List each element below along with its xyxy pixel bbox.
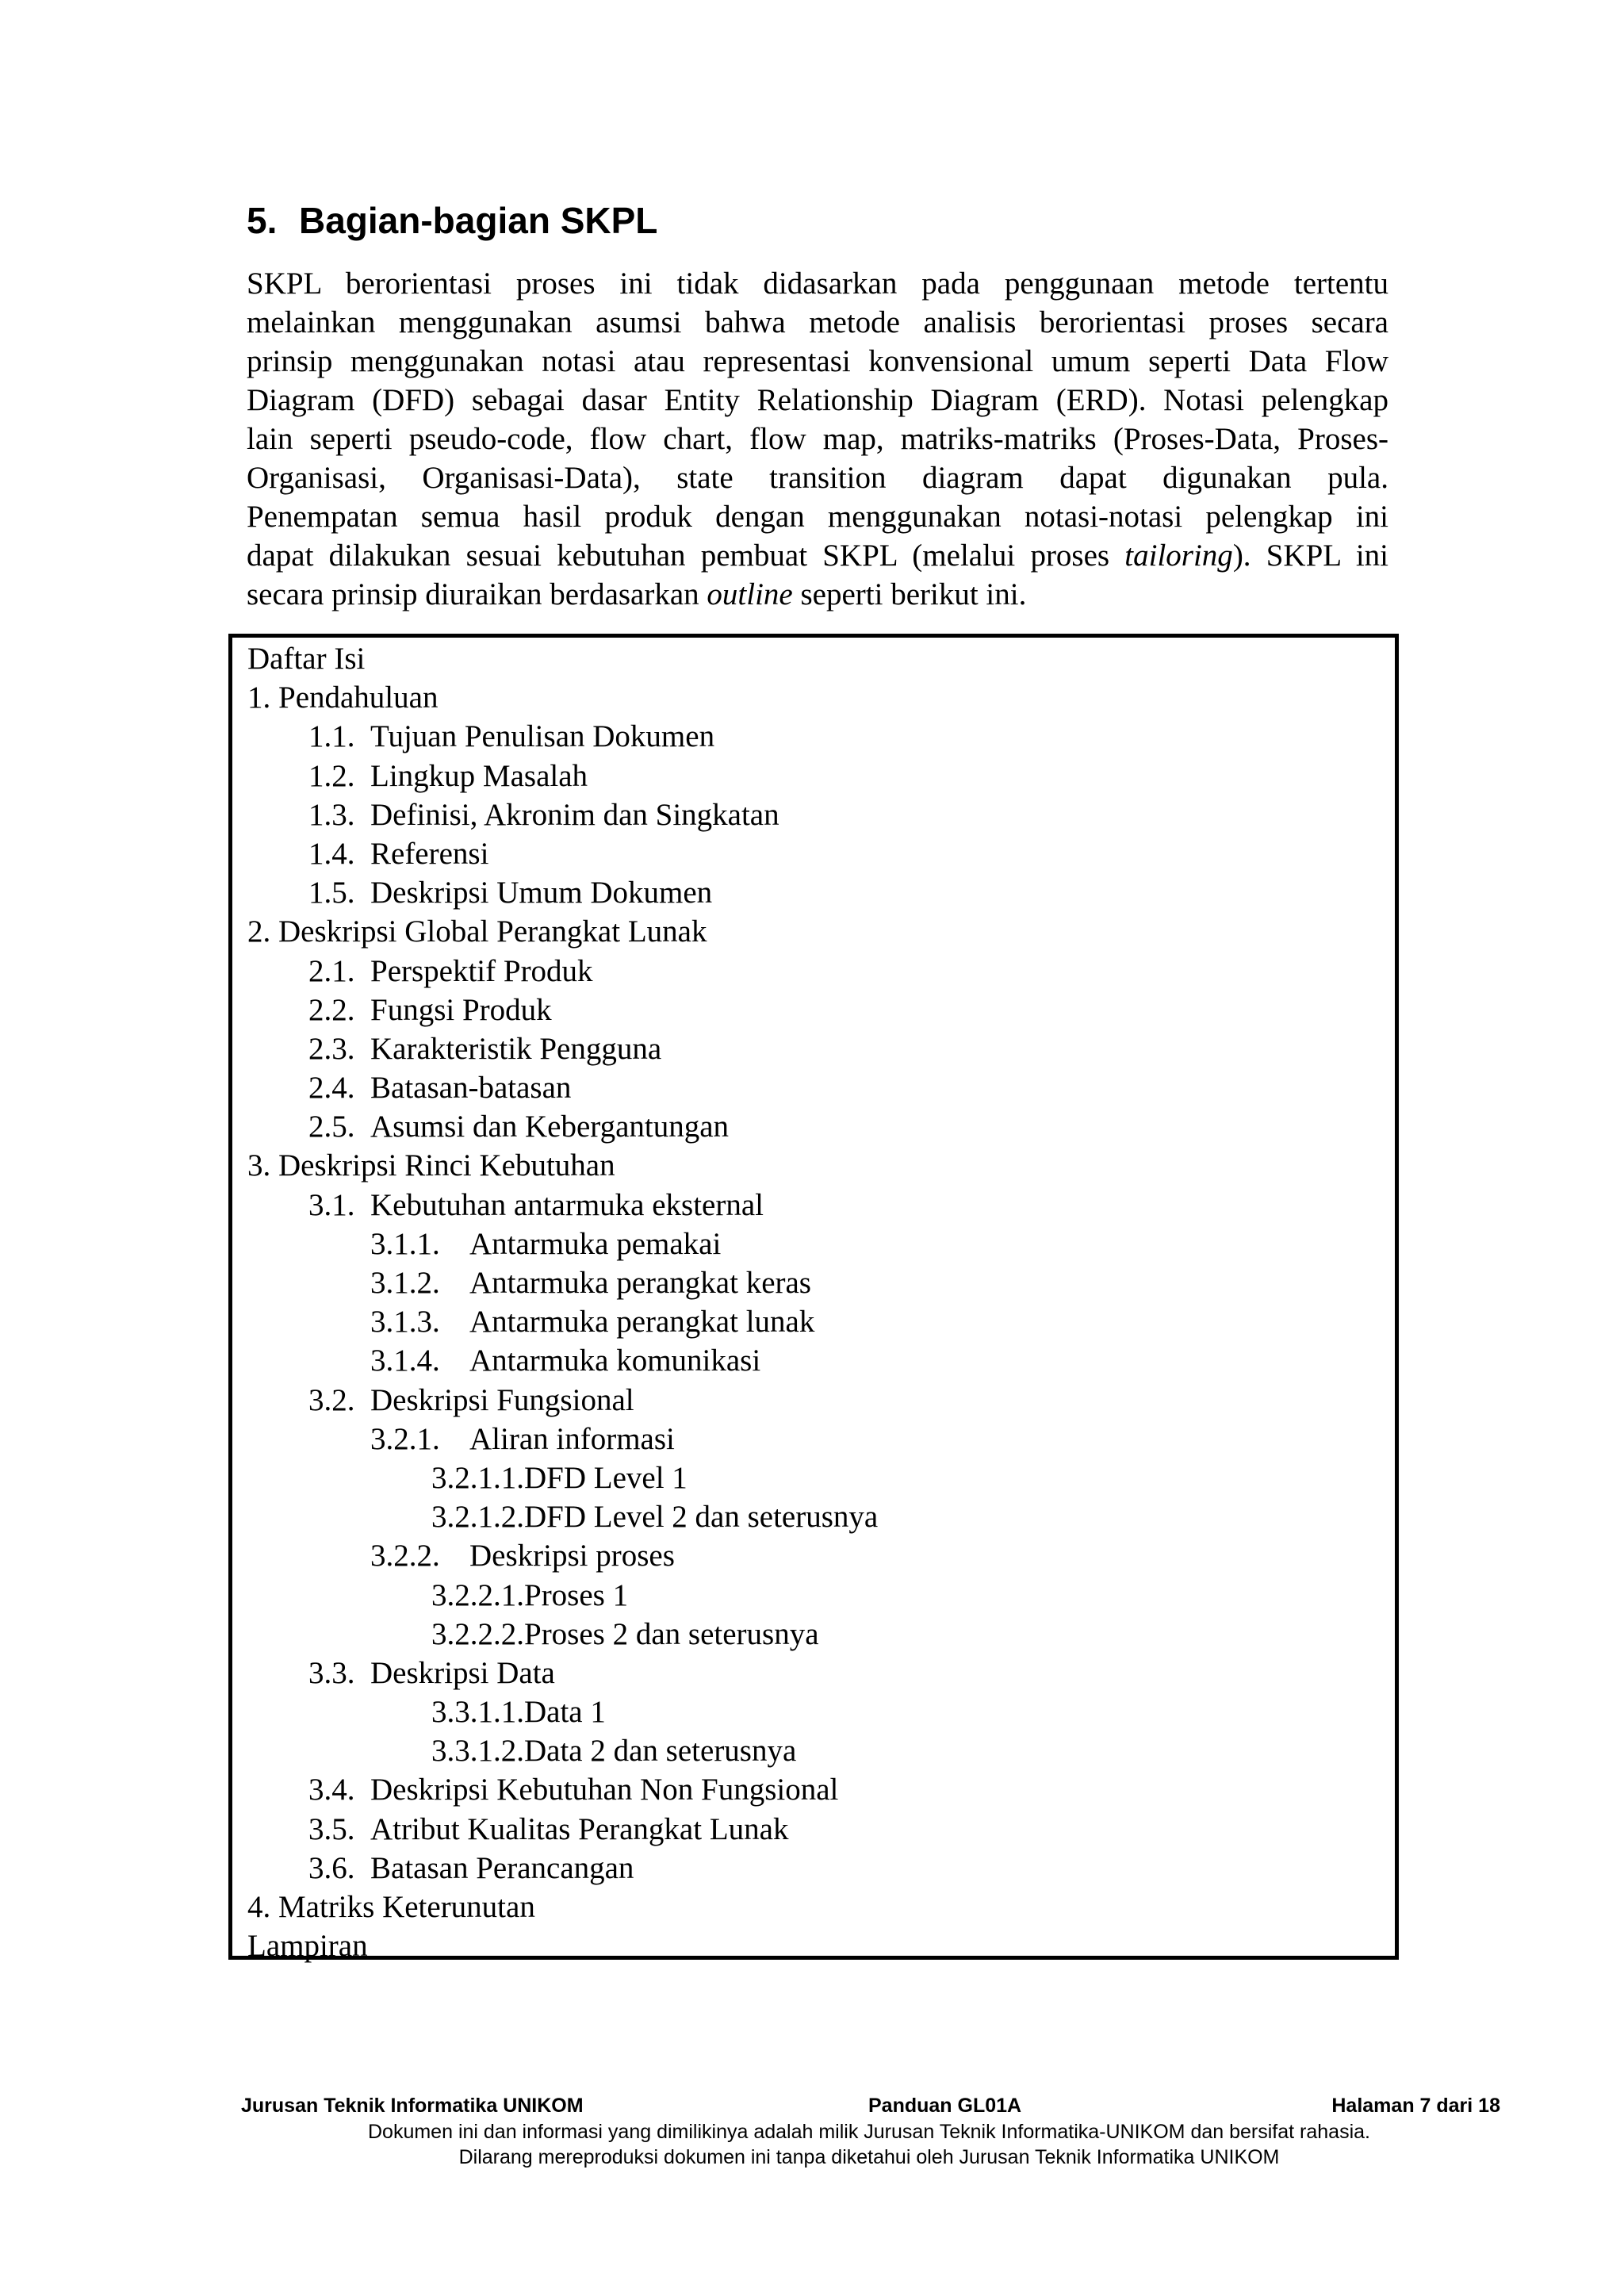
outline-item-text: Karakteristik Pengguna bbox=[370, 1031, 662, 1066]
outline-item-number: 3.1. bbox=[308, 1187, 355, 1222]
outline-item-text: Batasan Perancangan bbox=[370, 1850, 634, 1885]
paragraph-line: melainkan menggunakan asumsi bahwa metode analisis berorientasi proses secara bbox=[247, 305, 1388, 339]
outline-item-number: 2.2. bbox=[308, 992, 355, 1027]
footer-page-number: Halaman 7 dari 18 bbox=[1331, 2095, 1500, 2117]
outline-item bbox=[247, 757, 878, 795]
outline-item bbox=[247, 834, 878, 873]
outline-item bbox=[247, 1654, 878, 1692]
paragraph-text: ). SKPL ini bbox=[1232, 539, 1389, 573]
outline-item bbox=[247, 795, 878, 834]
outline-item-number: 3.1.4. bbox=[370, 1343, 440, 1378]
paragraph-line: prinsip menggunakan notasi atau representasi konvensional umum seperti Data Flow bbox=[247, 344, 1388, 378]
footer-department: Jurusan Teknik Informatika UNIKOM bbox=[241, 2095, 584, 2117]
outline-item bbox=[247, 1888, 878, 1926]
outline-item-number: 1.1. bbox=[308, 719, 355, 754]
outline-item-number: 2.5. bbox=[308, 1110, 355, 1144]
outline-item-text: Deskripsi Kebutuhan Non Fungsional bbox=[370, 1773, 839, 1807]
section-heading bbox=[247, 197, 657, 244]
outline-item bbox=[247, 717, 878, 756]
outline-item bbox=[247, 1381, 878, 1420]
outline-item bbox=[247, 639, 878, 678]
paragraph-line: SKPL berorientasi proses ini tidak didasarkan pada penggunaan metode tertentu bbox=[247, 266, 1388, 301]
outline-item bbox=[247, 873, 878, 912]
outline-item-number: 3.1.3. bbox=[370, 1305, 440, 1340]
outline-item bbox=[247, 678, 878, 717]
outline-item bbox=[247, 1810, 878, 1849]
footer-confidentiality-note: Dokumen ini dan informasi yang dimilikinya adalah milik Jurusan Teknik Informatika-UNIKOM dan bersifat rahasia. bbox=[368, 2121, 1370, 2143]
paragraph-line: Diagram (DFD) sebagai dasar Entity Relationship Diagram (ERD). Notasi pelengkap bbox=[247, 383, 1388, 417]
outline-item-text: 3.2.2.2.Proses 2 dan seterusnya bbox=[431, 1616, 819, 1651]
outline-item bbox=[247, 1692, 878, 1731]
outline-item-text: Atribut Kualitas Perangkat Lunak bbox=[370, 1811, 789, 1846]
outline-item-text: Antarmuka perangkat lunak bbox=[469, 1305, 815, 1340]
outline-item bbox=[247, 1849, 878, 1888]
outline-item bbox=[247, 1420, 878, 1458]
outline-item-text: Definisi, Akronim dan Singkatan bbox=[370, 797, 779, 832]
paragraph-line: Penempatan semua hasil produk dengan menggunakan notasi-notasi pelengkap ini bbox=[247, 500, 1388, 534]
outline-item-number: 1.4. bbox=[308, 836, 355, 871]
outline-item bbox=[247, 1497, 878, 1536]
outline-item-text: Deskripsi Umum Dokumen bbox=[370, 876, 713, 910]
outline-item-number: 1.5. bbox=[308, 876, 355, 910]
footer-document-code: Panduan GL01A bbox=[868, 2095, 1022, 2117]
outline-item bbox=[247, 1068, 878, 1107]
outline-item bbox=[247, 1536, 878, 1575]
outline-item-number: 3.6. bbox=[308, 1850, 355, 1885]
outline-item-text: 3.2.1.1.DFD Level 1 bbox=[431, 1460, 688, 1495]
paragraph-line: lain seperti pseudo-code, flow chart, flow map, matriks-matriks (Proses-Data, Proses- bbox=[247, 422, 1388, 456]
outline-item-number: 2.4. bbox=[308, 1071, 355, 1106]
outline-item-text: Batasan-batasan bbox=[370, 1071, 572, 1106]
outline-item bbox=[247, 1263, 878, 1302]
outline-item bbox=[247, 1770, 878, 1809]
outline-item bbox=[247, 952, 878, 991]
outline-item-number: 3.1.1. bbox=[370, 1226, 440, 1261]
outline-item-number: 2.3. bbox=[308, 1031, 355, 1066]
outline-item-number: 1.2. bbox=[308, 758, 355, 793]
outline-item-text: 3.2.2.1.Proses 1 bbox=[431, 1577, 629, 1612]
page-footer bbox=[238, 2092, 1500, 2170]
paragraph-text: seperti berikut ini. bbox=[792, 577, 1027, 611]
outline-item bbox=[247, 1302, 878, 1341]
section-title-text: Bagian-bagian SKPL bbox=[299, 200, 658, 241]
emphasis-outline: outline bbox=[707, 577, 793, 611]
outline-item-text: Deskripsi Fungsional bbox=[370, 1382, 634, 1417]
outline-item-number: 3.4. bbox=[308, 1773, 355, 1807]
outline-item-text: Antarmuka pemakai bbox=[469, 1226, 722, 1261]
paragraph-text: dapat dilakukan sesuai kebutuhan pembuat SKPL (melalui proses bbox=[247, 539, 1125, 573]
paragraph-line: Organisasi, Organisasi-Data), state transition diagram dapat digunakan pula. bbox=[247, 461, 1388, 495]
outline-item-text: 4. Matriks Keterunutan bbox=[247, 1890, 535, 1924]
outline-item-text: Lampiran bbox=[247, 1929, 368, 1964]
footer-header-row bbox=[238, 2092, 1500, 2119]
outline-item-number: 3.2.1. bbox=[370, 1421, 440, 1456]
paragraph-text: secara prinsip diuraikan berdasarkan bbox=[247, 577, 707, 611]
section-number: 5. bbox=[247, 200, 278, 241]
outline-item-number: 3.2. bbox=[308, 1382, 355, 1417]
outline-item bbox=[247, 1225, 878, 1263]
outline-item-text: 1. Pendahuluan bbox=[247, 680, 439, 715]
outline-item-number: 1.3. bbox=[308, 797, 355, 832]
outline-item-text: Perspektif Produk bbox=[370, 953, 593, 988]
outline-item bbox=[247, 912, 878, 951]
outline-item bbox=[247, 1146, 878, 1185]
outline-item bbox=[247, 1731, 878, 1770]
outline-item-text: 3.3.1.1.Data 1 bbox=[431, 1695, 606, 1730]
outline-item bbox=[247, 1926, 878, 1965]
outline-item bbox=[247, 1576, 878, 1615]
outline-item-text: 3.2.1.2.DFD Level 2 dan seterusnya bbox=[431, 1500, 879, 1535]
outline-item-text: Aliran informasi bbox=[469, 1421, 675, 1456]
outline-item bbox=[247, 1341, 878, 1380]
paragraph-line bbox=[247, 575, 1388, 614]
outline-item-number: 3.1.2. bbox=[370, 1266, 440, 1300]
outline-item-text: Deskripsi proses bbox=[469, 1539, 675, 1573]
emphasis-tailoring: tailoring bbox=[1124, 539, 1233, 573]
outline-item-number: 3.3. bbox=[308, 1655, 355, 1690]
outline-item bbox=[247, 1029, 878, 1068]
outline-item bbox=[247, 1615, 878, 1654]
outline-item-text: Lingkup Masalah bbox=[370, 758, 588, 793]
outline-item bbox=[247, 1458, 878, 1497]
outline-item-text: Deskripsi Data bbox=[370, 1655, 555, 1690]
outline-item-text: 3. Deskripsi Rinci Kebutuhan bbox=[247, 1148, 615, 1183]
intro-paragraph bbox=[247, 264, 1388, 614]
outline-item-number: 3.5. bbox=[308, 1811, 355, 1846]
outline-item-number: 2.1. bbox=[308, 953, 355, 988]
outline-item-text: Antarmuka perangkat keras bbox=[469, 1266, 811, 1300]
outline-item-text: Tujuan Penulisan Dokumen bbox=[370, 719, 715, 754]
outline-item bbox=[247, 991, 878, 1029]
outline-item-text: Kebutuhan antarmuka eksternal bbox=[370, 1187, 764, 1222]
outline-item-text: Daftar Isi bbox=[247, 642, 366, 676]
outline-item-text: Asumsi dan Kebergantungan bbox=[370, 1110, 730, 1144]
outline-item-number: 3.2.2. bbox=[370, 1539, 440, 1573]
outline-item-text: Antarmuka komunikasi bbox=[469, 1343, 761, 1378]
outline-item-text: Referensi bbox=[370, 836, 489, 871]
outline-item bbox=[247, 1107, 878, 1146]
outline-item-text: Fungsi Produk bbox=[370, 992, 552, 1027]
outline-item-text: 3.3.1.2.Data 2 dan seterusnya bbox=[431, 1734, 797, 1769]
outline-item-text: 2. Deskripsi Global Perangkat Lunak bbox=[247, 914, 707, 949]
footer-reproduction-note: Dilarang mereproduksi dokumen ini tanpa diketahui oleh Jurusan Teknik Informatika UNIKOM bbox=[458, 2146, 1280, 2168]
paragraph-line bbox=[247, 536, 1388, 575]
outline-list bbox=[247, 639, 878, 1965]
outline-item bbox=[247, 1186, 878, 1225]
